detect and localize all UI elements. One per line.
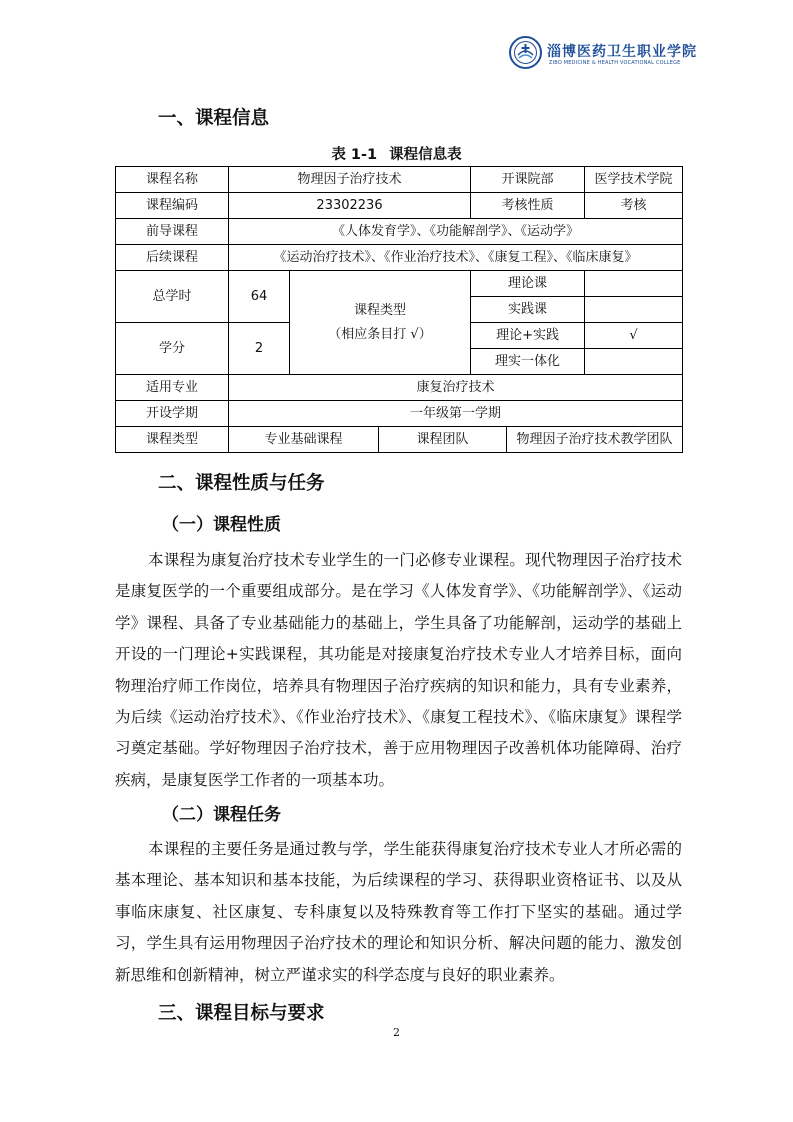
course-code-label: 课程编码 (116, 193, 229, 219)
type-theory-mark (585, 271, 683, 297)
page-number: 2 (393, 1026, 400, 1039)
type-practice-mark (585, 297, 683, 323)
type-practice: 实践课 (471, 297, 585, 323)
course-task-paragraph: 本课程的主要任务是通过教与学，学生能获得康复治疗技术专业人才所必需的基本理论、基本知识和基本技能，为后续课程的学习、获得职业资格证书、以及从事临床康复、社区康复、专科康复以及特殊教育等工作打下坚实的基础。通过学习，学生具有运用物理因子治疗技术的理论和知识分析、解决问题的能力、激发创新思维和创新精神，树立严谨求实的科学态度与良好的职业素养。 (115, 840, 682, 984)
major-value: 康复治疗技术 (229, 375, 683, 401)
table-row (116, 401, 683, 427)
section2-title: 二、课程性质与任务 (158, 473, 325, 494)
school-seal-icon (509, 36, 542, 69)
prereq-value: 《人体发育学》、《功能解剖学》、《运动学》 (229, 219, 683, 245)
course-type-box (290, 271, 471, 375)
table-row (116, 245, 683, 271)
table-caption (0, 143, 793, 164)
category-value: 专业基础课程 (229, 427, 379, 453)
course-nature-paragraph: 本课程为康复治疗技术专业学生的一门必修专业课程。现代物理因子治疗技术是康复医学的一个重要组成部分。是在学习《人体发育学》、《功能解剖学》、《运动学》课程、具备了专业基础能力的基础上，学生具备了功能解剖，运动学的基础上开设的一门理论+实践课程，其功能是对接康复治疗技术专业人才培养目标，面向物理治疗师工作岗位，培养具有物理因子治疗疾病的知识和能力，具有专业素养，为后续《运动治疗技术》、《作业治疗技术》、《康复工程技术》、《临床康复》课程学习奠定基础。学好物理因子治疗技术，善于应用物理因子改善机体功能障碍、治疗疾病，是康复医学工作者的一项基本功。 (115, 551, 682, 789)
major-label: 适用专业 (116, 375, 229, 401)
team-value: 物理因子治疗技术教学团队 (507, 427, 683, 453)
credits-value: 2 (229, 323, 290, 375)
type-theory-practice-mark: √ (585, 323, 683, 349)
subsection2-title: （二）课程任务 (162, 805, 281, 825)
assess-value: 考核 (585, 193, 683, 219)
team-label: 课程团队 (379, 427, 507, 453)
hours-label: 总学时 (116, 271, 229, 323)
course-type-hint: （相应条目打 √） (328, 326, 432, 342)
credits-label: 学分 (116, 323, 229, 375)
table-row (116, 271, 683, 297)
table-caption-title: 课程信息表 (389, 147, 462, 163)
followup-label: 后续课程 (116, 245, 229, 271)
type-integrated: 理实一体化 (471, 349, 585, 375)
course-code-value: 23302236 (229, 193, 471, 219)
subsection1-title: （一）课程性质 (162, 515, 281, 535)
assess-label: 考核性质 (471, 193, 585, 219)
term-value: 一年级第一学期 (229, 401, 683, 427)
school-name-en: ZIBO MEDICINE & HEALTH VOCATIONAL COLLEGE (549, 60, 681, 66)
dept-value: 医学技术学院 (585, 167, 683, 193)
section1-title: 一、课程信息 (158, 108, 270, 129)
prereq-label: 前导课程 (116, 219, 229, 245)
followup-value: 《运动治疗技术》、《作业治疗技术》、《康复工程》、《临床康复》 (229, 245, 683, 271)
course-type-label: 课程类型 (354, 302, 407, 318)
course-name-value: 物理因子治疗技术 (229, 167, 471, 193)
category-label: 课程类型 (116, 427, 229, 453)
type-integrated-mark (585, 349, 683, 375)
type-theory-practice: 理论+实践 (471, 323, 585, 349)
table-row (116, 375, 683, 401)
term-label: 开设学期 (116, 401, 229, 427)
table-row (116, 193, 683, 219)
school-name: 淄博医药卫生职业学院 (547, 44, 697, 60)
table-caption-number: 表 1-1 (331, 147, 378, 163)
dept-label: 开课院部 (471, 167, 585, 193)
school-logo (509, 36, 697, 72)
section3-title: 三、课程目标与要求 (158, 1003, 325, 1024)
table-row (116, 167, 683, 193)
table-row (116, 427, 683, 453)
course-name-label: 课程名称 (116, 167, 229, 193)
table-row (116, 219, 683, 245)
type-theory: 理论课 (471, 271, 585, 297)
course-info-table (115, 166, 683, 453)
hours-value: 64 (229, 271, 290, 323)
